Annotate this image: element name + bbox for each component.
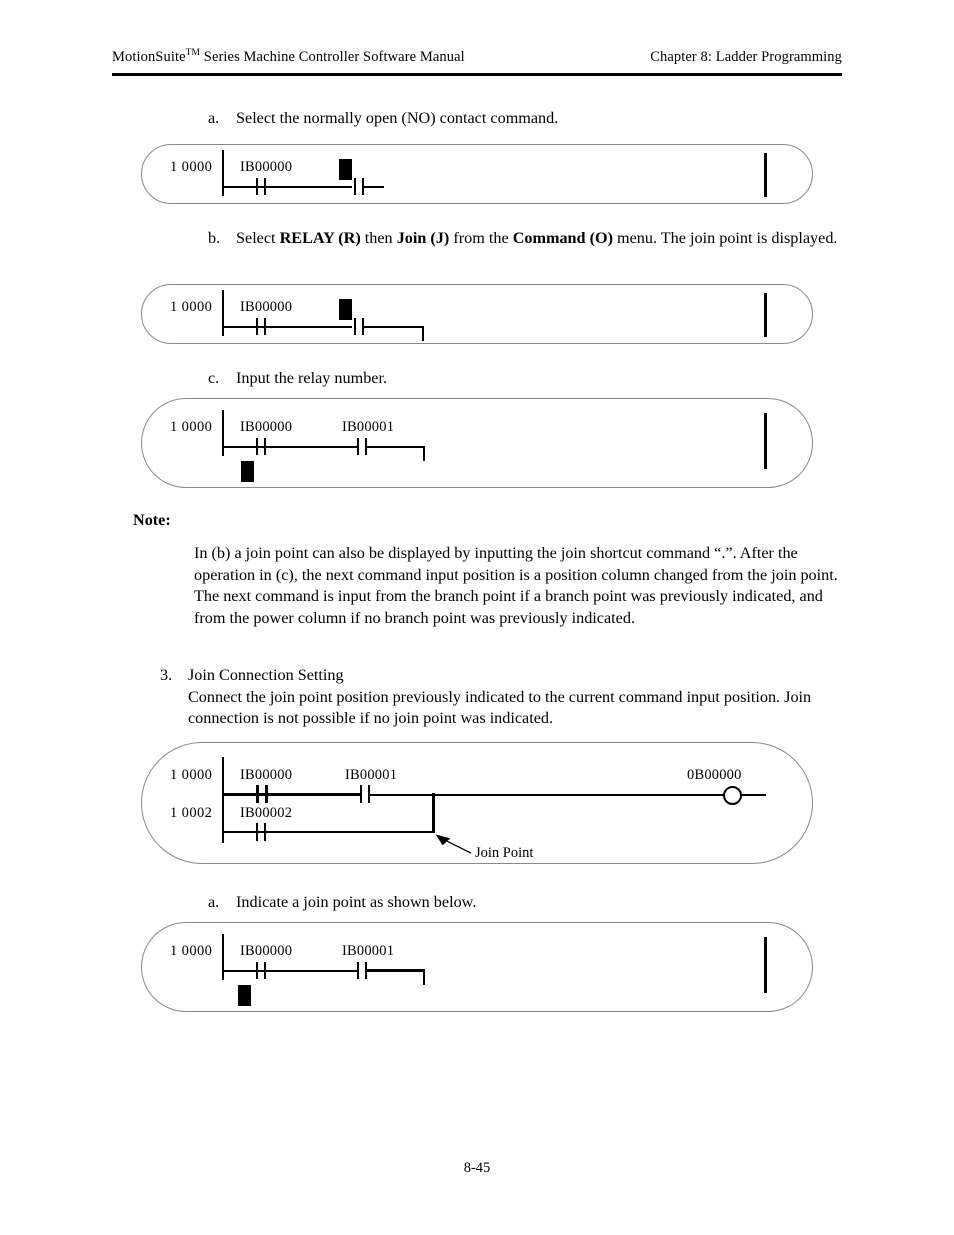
join-point-stub	[423, 446, 425, 461]
contact-bar-left-2	[357, 438, 359, 455]
ladder-canvas	[142, 145, 812, 203]
contact-label-ib00001: IB00001	[345, 767, 398, 783]
contact-bar-right-3	[264, 823, 266, 841]
contact-bar-left-1	[256, 178, 258, 195]
step-b-bold-command: Command (O)	[512, 229, 613, 247]
step-b-fragment-4: menu. The join point is displayed.	[612, 229, 838, 247]
header-manual-title-rest: Series Machine Controller Software Manual	[200, 48, 465, 65]
page-footer	[0, 1160, 954, 1177]
contact-bar-right-1	[264, 178, 266, 195]
contact-bar-left-2	[360, 785, 362, 803]
contact-label-ib00002: IB00002	[240, 805, 293, 821]
step-b-fragment-2: then	[360, 229, 397, 247]
page-number: 8-45	[463, 1160, 491, 1176]
contact-label-ib00000: IB00000	[240, 943, 293, 959]
contact-bar-right-1	[265, 785, 268, 803]
ladder-diagram-join-connection	[141, 742, 813, 864]
ladder-diagram-b	[141, 284, 813, 344]
right-power-rail	[764, 293, 767, 337]
contact-bar-right-1	[264, 318, 266, 335]
trademark-symbol: TM	[185, 48, 201, 58]
step-a-second	[208, 892, 848, 914]
step-a-first-text: Select the normally open (NO) contact command.	[236, 109, 559, 127]
step-a-first-marker: a.	[208, 109, 220, 127]
left-power-rail	[222, 150, 224, 196]
rung-address-label: 1 0000	[170, 299, 213, 315]
step-c	[208, 368, 848, 390]
left-power-rail	[222, 410, 224, 456]
rung-wire-tail	[367, 969, 425, 972]
section-3-title: Join Connection Setting	[188, 666, 344, 684]
rung-wire	[222, 446, 357, 448]
section-3-body	[188, 665, 840, 730]
note-body: In (b) a join point can also be displayed by inputting the join shortcut command “.”. After the operation in (c), the next command input position is a position column changed from the join point. The next command is input from the branch point if a branch point was previously indicated, and from the power column if no branch point was previously indicated.	[194, 544, 838, 627]
rung-1-wire-to-coil	[370, 794, 724, 796]
rung-address-label-2: 1 0002	[170, 805, 213, 821]
contact-bar-left-2	[354, 178, 356, 195]
contact-label-ib00000: IB00000	[240, 299, 293, 315]
step-b-marker: b.	[208, 229, 221, 247]
right-power-rail	[764, 413, 767, 469]
ladder-diagram-a-first	[141, 144, 813, 204]
rung-2-wire	[222, 831, 434, 833]
rung-wire-tail	[364, 186, 384, 188]
rung-wire	[222, 326, 352, 328]
contact-bar-left-1	[256, 962, 258, 979]
step-c-text: Input the relay number.	[236, 369, 388, 387]
right-power-rail	[764, 937, 767, 993]
contact-label-ib00000: IB00000	[240, 159, 293, 175]
left-power-rail	[222, 934, 224, 980]
rung-wire	[222, 970, 357, 972]
left-power-rail	[222, 290, 224, 336]
coil-label-0b00000: 0B00000	[687, 767, 742, 783]
step-b	[208, 228, 846, 250]
rung-address-label: 1 0000	[170, 159, 213, 175]
step-b-fragment-3: from the	[449, 229, 513, 247]
output-coil	[723, 786, 742, 805]
step-b-fragment-1: Select	[236, 229, 280, 247]
page-header	[112, 48, 842, 66]
step-a-second-text: Indicate a join point as shown below.	[236, 893, 477, 911]
step-b-bold-relay: RELAY (R)	[279, 229, 361, 247]
section-3	[160, 665, 840, 730]
input-cursor-block	[339, 159, 352, 180]
ladder-canvas	[142, 399, 812, 487]
section-3-description: Connect the join point position previously indicated to the current command input position. Join connection is not possible if no join point was indicated.	[188, 687, 812, 727]
rung-address-label: 1 0000	[170, 419, 213, 435]
right-power-rail	[764, 153, 767, 197]
step-b-bold-join: Join (J)	[396, 229, 450, 247]
join-point-stub	[423, 970, 425, 985]
contact-bar-right-1	[264, 962, 266, 979]
rung-wire-tail	[367, 446, 425, 448]
header-left-title	[112, 48, 465, 66]
header-chapter-title: Chapter 8: Ladder Programming	[650, 48, 842, 65]
input-cursor-block	[339, 299, 352, 320]
ladder-diagram-c	[141, 398, 813, 488]
step-a-second-marker: a.	[208, 893, 220, 911]
step-c-marker: c.	[208, 369, 220, 387]
contact-bar-right-1	[264, 438, 266, 455]
contact-bar-left-2	[354, 318, 356, 335]
ladder-canvas	[142, 923, 812, 1011]
note-heading: Note:	[133, 511, 171, 529]
contact-bar-left-3	[256, 823, 258, 841]
join-point-stub	[422, 326, 424, 341]
contact-label-ib00001: IB00001	[342, 419, 395, 435]
header-divider	[112, 73, 842, 76]
rung-wire-tail	[364, 326, 424, 328]
join-point-annotation-text: Join Point	[475, 845, 534, 861]
contact-label-ib00000: IB00000	[240, 767, 293, 783]
coil-wire-right	[742, 794, 766, 796]
join-point-connector	[432, 793, 435, 833]
input-cursor-block	[238, 985, 251, 1006]
contact-bar-left-2	[357, 962, 359, 979]
ladder-canvas	[142, 743, 812, 863]
step-b-text	[236, 228, 846, 250]
rung-1-wire	[222, 793, 360, 796]
header-manual-title: MotionSuite	[112, 48, 186, 65]
rung-wire	[222, 186, 352, 188]
ladder-diagram-a-second	[141, 922, 813, 1012]
contact-bar-left-1	[256, 438, 258, 455]
contact-bar-left-1	[256, 785, 259, 803]
rung-address-label: 1 0000	[170, 943, 213, 959]
input-cursor-block	[241, 461, 254, 482]
contact-label-ib00000: IB00000	[240, 419, 293, 435]
step-a-first	[208, 108, 848, 130]
section-3-marker: 3.	[160, 666, 173, 684]
contact-label-ib00001: IB00001	[342, 943, 395, 959]
contact-bar-left-1	[256, 318, 258, 335]
ladder-canvas	[142, 285, 812, 343]
rung-address-label-1: 1 0000	[170, 767, 213, 783]
